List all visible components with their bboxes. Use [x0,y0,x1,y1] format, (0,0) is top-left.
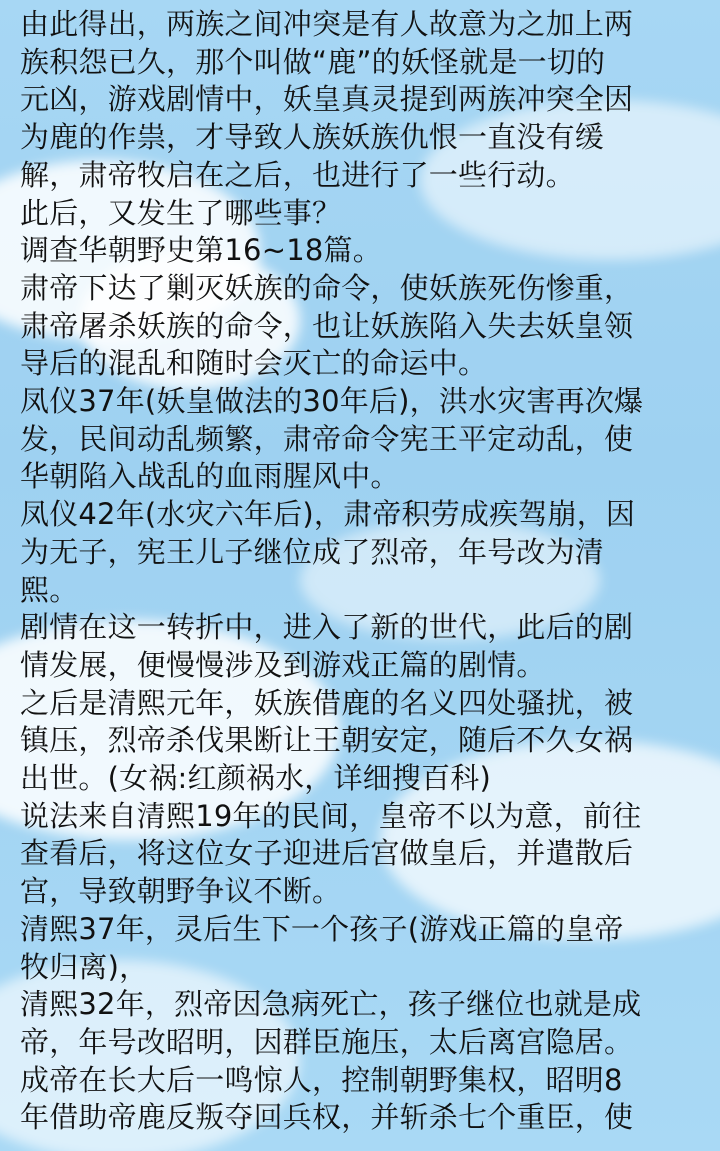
text-line: 情发展，便慢慢涉及到游戏正篇的剧情。 [20,647,546,682]
text-line: 清熙32年，烈帝因急病死亡，孩子继位也就是成 [20,987,642,1022]
text-line: 解，肃帝牧启在之后，也进行了一些行动。 [20,157,575,192]
text-line: 此后，又发生了哪些事？ [20,195,342,230]
text-line: 肃帝屠杀妖族的命令，也让妖族陷入失去妖皇领 [20,308,634,343]
article-text [20,6,710,1151]
text-line: 牧归离)， [20,949,149,984]
text-line: 华朝陷入战乱的血雨腥风中。 [20,459,400,494]
text-line: 镇压，烈帝杀伐果断让王朝安定，随后不久女祸 [20,723,634,758]
text-line: 由此得出，两族之间冲突是有人故意为之加上两 [20,7,634,41]
text-line: 成帝在长大后一鸣惊人，控制朝野集权，昭明8 [20,1062,623,1097]
text-line: 宫，导致朝野争议不断。 [20,874,342,909]
text-line: 帝，年号改昭明，因群臣施压，太后离宫隐居。 [20,1024,634,1059]
text-line: 之后是清熙元年，妖族借鹿的名义四处骚扰，被 [20,685,634,720]
text-line: 凤仪37年(妖皇做法的30年后)，洪水灾害再次爆 [20,384,644,419]
text-line: 清熙37年，灵后生下一个孩子(游戏正篇的皇帝 [20,911,624,946]
text-line: 肃帝下达了剿灭妖族的命令，使妖族死伤惨重， [20,270,634,305]
text-line: 导后的混乱和随时会灭亡的命运中。 [20,346,488,381]
text-line: 族积怨已久，那个叫做“鹿”的妖怪就是一切的 [20,44,606,79]
text-line: 元凶，游戏剧情中，妖皇真灵提到两族冲突全因 [20,82,634,117]
text-line: 说法来自清熙19年的民间，皇帝不以为意，前往 [20,798,642,833]
text-line: 为无子，宪王儿子继位成了烈帝，年号改为清 [20,534,605,569]
text-line: 出世。(女祸:红颜祸水，详细搜百科) [20,761,491,796]
text-line: 年借助帝鹿反叛夺回兵权，并斩杀七个重臣，使 [20,1100,634,1135]
text-line: 熙。 [20,572,79,607]
text-line: 为鹿的作祟，才导致人族妖族仇恨一直没有缓 [20,120,605,155]
text-line: 剧情在这一转折中，进入了新的世代，此后的剧 [20,610,634,645]
text-line: 发，民间动乱频繁，肃帝命令宪王平定动乱，使 [20,421,634,456]
text-line: 查看后，将这位女子迎进后宫做皇后，并遣散后 [20,836,634,871]
text-line: 凤仪42年(水灾六年后)，肃帝积劳成疾驾崩，因 [20,497,636,532]
text-line: 调查华朝野史第16~18篇。 [20,233,382,268]
